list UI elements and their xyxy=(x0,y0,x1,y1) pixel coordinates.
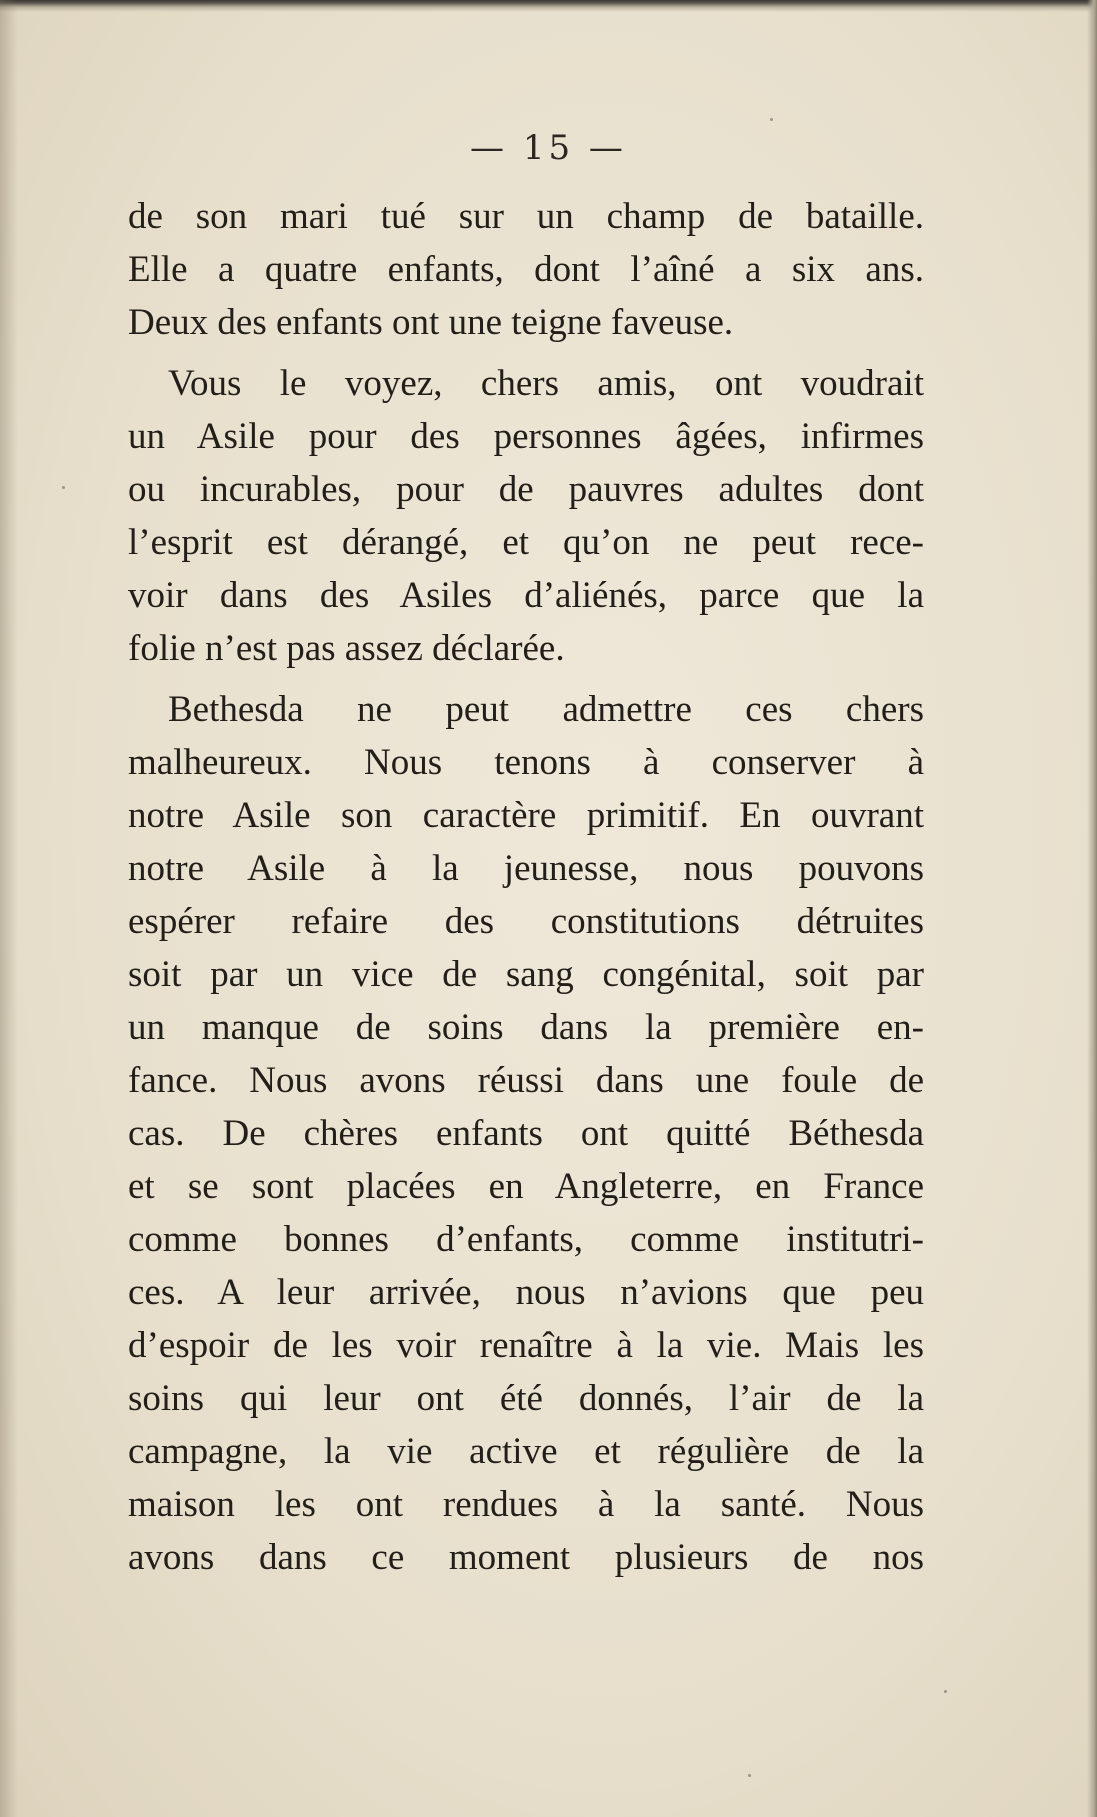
page-number: — 15 — xyxy=(470,128,627,168)
text-line: de son mari tué sur un champ de bataille. xyxy=(128,196,924,237)
page-left-shadow xyxy=(0,0,18,1817)
paragraph-gap xyxy=(128,675,924,683)
paragraph-3 xyxy=(128,683,924,1584)
paragraph-1 xyxy=(128,190,924,349)
text-line: ou incurables, pour de pauvres adultes dont xyxy=(128,469,924,510)
text-line: Deux des enfants ont une teigne faveuse. xyxy=(128,302,734,343)
text-line: notre Asile à la jeunesse, nous pouvons xyxy=(128,848,924,889)
text-line: Bethesda ne peut admettre ces chers xyxy=(168,689,924,730)
text-line: ces. A leur arrivée, nous n’avions que peu xyxy=(128,1272,924,1313)
text-line: soit par un vice de sang congénital, soit par xyxy=(128,954,924,995)
text-line: fance. Nous avons réussi dans une foule de xyxy=(128,1060,924,1101)
text-line: Elle a quatre enfants, dont l’aîné a six ans. xyxy=(128,249,924,290)
paper-speck xyxy=(62,486,65,489)
text-line: Vous le voyez, chers amis, ont voudrait xyxy=(168,363,924,404)
text-line: un manque de soins dans la première en- xyxy=(128,1007,924,1048)
text-line: campagne, la vie active et régulière de la xyxy=(128,1431,924,1472)
page-top-edge xyxy=(0,0,1097,12)
text-line: maison les ont rendues à la santé. Nous xyxy=(128,1484,924,1525)
text-line: avons dans ce moment plusieurs de nos xyxy=(128,1537,924,1578)
text-line: l’esprit est dérangé, et qu’on ne peut rece- xyxy=(128,522,924,563)
text-line: cas. De chères enfants ont quitté Béthesda xyxy=(128,1113,924,1154)
paper-speck xyxy=(770,118,773,121)
text-line: soins qui leur ont été donnés, l’air de la xyxy=(128,1378,924,1419)
text-line: malheureux. Nous tenons à conserver à xyxy=(128,742,924,783)
paragraph-gap xyxy=(128,349,924,357)
page-right-edge xyxy=(1087,0,1097,1817)
paper-speck xyxy=(748,1774,751,1777)
paragraph-2 xyxy=(128,357,924,675)
text-line: voir dans des Asiles d’aliénés, parce que la xyxy=(128,575,924,616)
paper-speck xyxy=(944,1690,947,1693)
text-line: folie n’est pas assez déclarée. xyxy=(128,628,565,669)
text-line: comme bonnes d’enfants, comme institutri- xyxy=(128,1219,924,1260)
text-line: espérer refaire des constitutions détruites xyxy=(128,901,924,942)
text-line: et se sont placées en Angleterre, en France xyxy=(128,1166,924,1207)
text-line: un Asile pour des personnes âgées, infirmes xyxy=(128,416,924,457)
text-line: notre Asile son caractère primitif. En ouvrant xyxy=(128,795,924,836)
text-line: d’espoir de les voir renaître à la vie. Mais les xyxy=(128,1325,924,1366)
body-text xyxy=(128,190,924,1584)
